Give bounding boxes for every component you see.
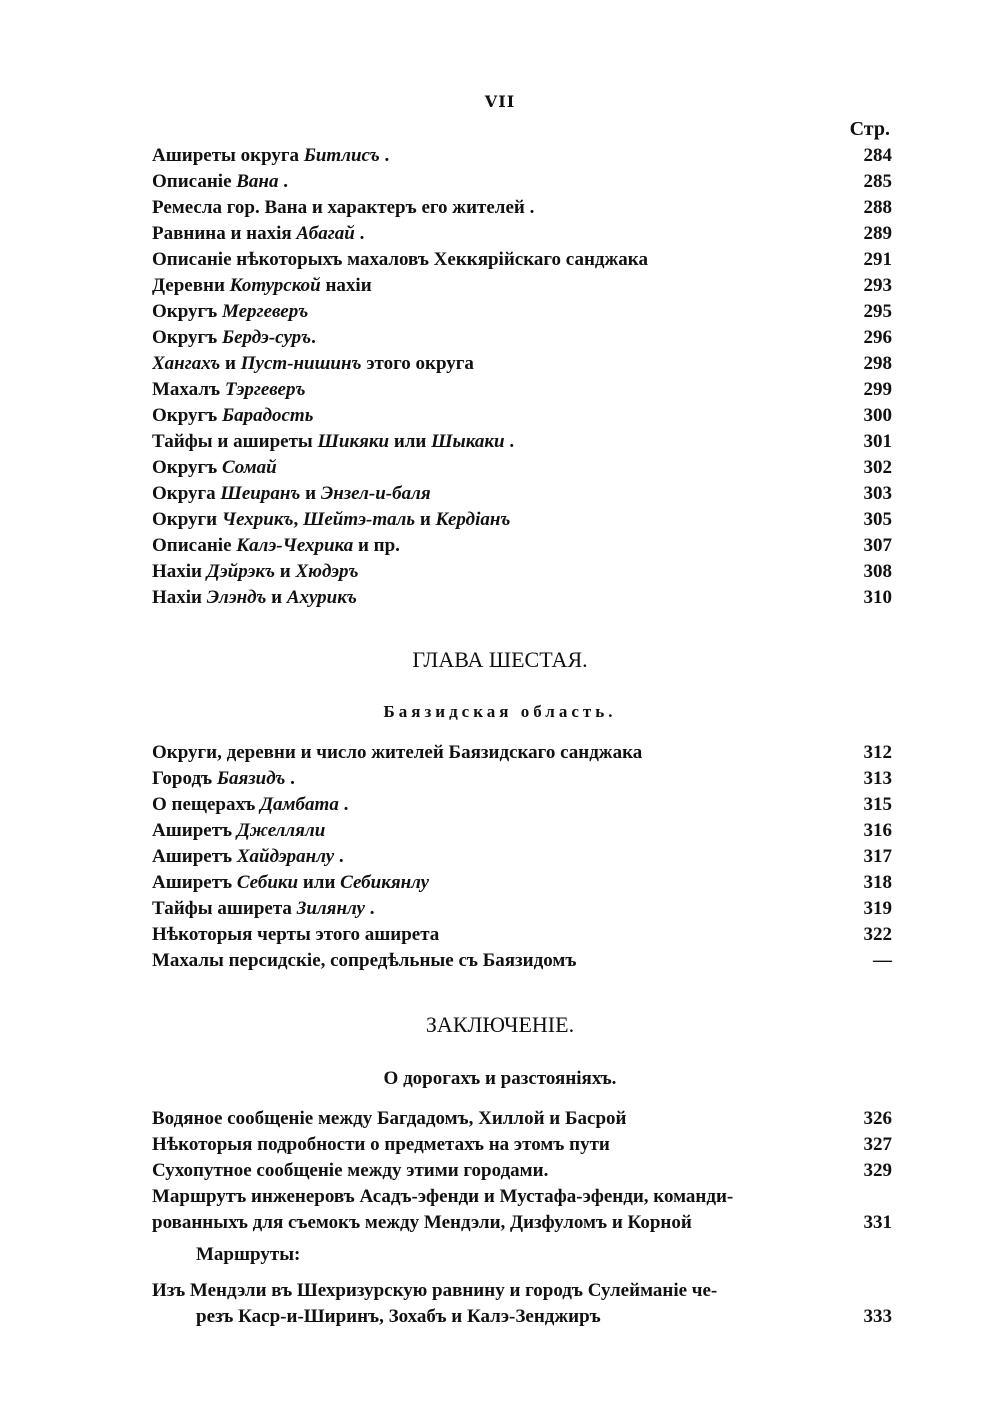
conclusion-subtitle: О дорогахъ и разстояніяхъ. <box>383 1068 617 1089</box>
toc-entry-page: 307 <box>863 535 892 556</box>
toc-entry-page: 303 <box>863 483 892 504</box>
toc-entry <box>152 197 892 223</box>
route-entry-line1: Маршрутъ инженеровъ Асадъ-эфенди и Мустафа-эфенди, команди- <box>152 1186 734 1207</box>
toc-entry-title: Округъ Барадость <box>152 405 314 426</box>
chapter-six-subtitle: Баязидская область. <box>383 702 617 721</box>
toc-entry-title: Округъ Сомай <box>152 457 277 478</box>
toc-entry-page: 305 <box>863 509 892 530</box>
toc-entry-title: Ремесла гор. Вана и характеръ его жителей . <box>152 197 535 218</box>
toc-section-a <box>152 145 892 613</box>
page-number: VII <box>484 92 516 111</box>
toc-entry-title: Аширетъ Хайдэранлу . <box>152 846 344 867</box>
route-entry-page: 331 <box>863 1212 892 1233</box>
toc-entry-page: 302 <box>863 457 892 478</box>
toc-entry <box>152 223 892 249</box>
toc-entry <box>152 898 892 924</box>
toc-entry-page: 288 <box>863 197 892 218</box>
toc-entry-page: 318 <box>863 872 892 893</box>
toc-entry-page: 293 <box>863 275 892 296</box>
toc-entry <box>152 327 892 353</box>
final-entry-line2: резъ Каср-и-Ширинъ, Зохабъ и Калэ-Зенджиръ <box>196 1306 601 1327</box>
toc-entry-title: Равнина и нахія Абагай . <box>152 223 365 244</box>
toc-entry <box>152 1134 892 1160</box>
toc-entry-page: 300 <box>863 405 892 426</box>
toc-entry <box>152 924 892 950</box>
toc-entry-title: Нахіи Элэндъ и Ахурикъ <box>152 587 357 608</box>
final-entry-line1: Изъ Мендэли въ Шехризурскую равнину и городъ Сулейманіе че- <box>152 1280 718 1301</box>
toc-entry <box>152 145 892 171</box>
toc-entry-title: Городъ Баязидъ . <box>152 768 295 789</box>
toc-entry-page: 319 <box>863 898 892 919</box>
toc-entry-title: Нѣкоторыя подробности о предметахъ на этомъ пути <box>152 1134 610 1155</box>
toc-entry-page: 295 <box>863 301 892 322</box>
toc-entry-page: 308 <box>863 561 892 582</box>
toc-entry <box>152 379 892 405</box>
toc-entry-page: 322 <box>863 924 892 945</box>
toc-entry-page: 298 <box>863 353 892 374</box>
toc-entry-title: Описаніе Вана . <box>152 171 288 192</box>
toc-entry-title: Округа Шеиранъ и Энзел-и-баля <box>152 483 431 504</box>
toc-entry <box>152 275 892 301</box>
toc-entry <box>152 794 892 820</box>
toc-entry-title: Аширетъ Джелляли <box>152 820 326 841</box>
toc-entry <box>152 872 892 898</box>
toc-entry <box>152 846 892 872</box>
toc-entry-page: 315 <box>863 794 892 815</box>
toc-entry-title: Округъ Мергеверъ <box>152 301 309 322</box>
toc-entry <box>152 249 892 275</box>
toc-entry-page: 313 <box>863 768 892 789</box>
toc-entry <box>152 353 892 379</box>
routes-label: Маршруты: <box>196 1244 301 1265</box>
toc-entry-title: Тайфы и аширеты Шикяки или Шыкаки . <box>152 431 515 452</box>
toc-entry-page: 284 <box>863 145 892 166</box>
toc-entry <box>152 742 892 768</box>
toc-entry-page: 327 <box>863 1134 892 1155</box>
toc-entry-title: Округи, деревни и число жителей Баязидскаго санджака <box>152 742 643 763</box>
toc-entry <box>152 587 892 613</box>
toc-entry <box>152 509 892 535</box>
toc-entry-page: 291 <box>863 249 892 270</box>
page-column-header: Стр. <box>849 118 890 140</box>
toc-entry <box>152 561 892 587</box>
toc-section-c <box>152 1108 892 1186</box>
toc-entry-title: Сухопутное сообщеніе между этими городами. <box>152 1160 549 1181</box>
toc-entry-page: 301 <box>863 431 892 452</box>
toc-entry-page: 289 <box>863 223 892 244</box>
toc-entry-title: Описаніе Калэ-Чехрика и пр. <box>152 535 400 556</box>
toc-entry <box>152 820 892 846</box>
toc-section-b <box>152 742 892 976</box>
toc-entry-title: Махалы персидскіе, сопредѣльные съ Баязидомъ <box>152 950 577 971</box>
toc-entry-page: 310 <box>863 587 892 608</box>
toc-entry-title: Описаніе нѣкоторыхъ махаловъ Хеккярійскаго санджака <box>152 249 648 270</box>
toc-entry-title: Нахіи Дэйрэкъ и Хюдэръ <box>152 561 359 582</box>
toc-entry-page: 285 <box>863 171 892 192</box>
toc-entry-page: 316 <box>863 820 892 841</box>
toc-entry <box>152 483 892 509</box>
toc-entry <box>152 768 892 794</box>
toc-entry-page: 296 <box>863 327 892 348</box>
toc-entry-page: 329 <box>863 1160 892 1181</box>
toc-entry-page: — <box>873 950 892 971</box>
toc-entry-title: Аширеты округа Битлисъ . <box>152 145 390 166</box>
toc-entry <box>152 457 892 483</box>
toc-entry-title: Округъ Бердэ-суръ. <box>152 327 316 348</box>
route-entry <box>152 1186 892 1332</box>
toc-entry <box>152 1160 892 1186</box>
toc-entry-page: 326 <box>863 1108 892 1129</box>
toc-entry-title: Деревни Котурской нахіи <box>152 275 372 296</box>
conclusion-title: ЗАКЛЮЧЕНІЕ. <box>425 1012 575 1037</box>
toc-entry <box>152 535 892 561</box>
toc-entry <box>152 405 892 431</box>
toc-entry <box>152 431 892 457</box>
toc-entry-title: Округи Чехрикъ, Шейтэ-таль и Кердіанъ <box>152 509 511 530</box>
toc-entry-title: Тайфы аширета Зилянлу . <box>152 898 375 919</box>
toc-entry <box>152 1108 892 1134</box>
toc-entry-title: Махалъ Тэргеверъ <box>152 379 306 400</box>
toc-entry-title: Нѣкоторыя черты этого аширета <box>152 924 440 945</box>
toc-entry-page: 317 <box>863 846 892 867</box>
final-entry-page: 333 <box>863 1306 892 1327</box>
toc-entry-title: Водяное сообщеніе между Багдадомъ, Хиллой и Басрой <box>152 1108 627 1129</box>
toc-entry-title: О пещерахъ Дамбата . <box>152 794 349 815</box>
toc-entry-page: 312 <box>863 742 892 763</box>
toc-entry <box>152 171 892 197</box>
chapter-six-title: ГЛАВА ШЕСТАЯ. <box>412 647 588 672</box>
toc-entry-title: Аширетъ Себики или Себикянлу <box>152 872 430 893</box>
toc-entry <box>152 950 892 976</box>
toc-entry <box>152 301 892 327</box>
toc-entry-title: Хангахъ и Пуст-нишинъ этого округа <box>152 353 474 374</box>
route-entry-line2: рованныхъ для съемокъ между Мендэли, Дизфуломъ и Корной <box>152 1212 692 1233</box>
toc-entry-page: 299 <box>863 379 892 400</box>
